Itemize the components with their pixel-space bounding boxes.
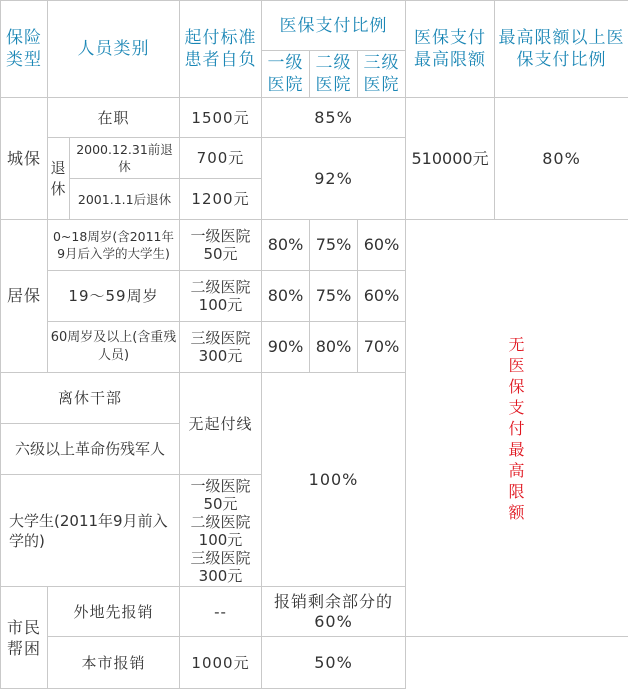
category-student: 大学生(2011年9月前入学的) [1,475,180,587]
header-level1: 一级医院 [262,51,310,98]
ratio2-jubao-0: 75% [310,220,358,271]
deductible-jubao-1 [180,271,262,322]
ratio-employed: 85% [262,98,406,138]
deductible-level-jubao-0: 一级医院 [190,227,251,245]
ratio2-jubao-1: 75% [310,271,358,322]
deductible-retired-before: 700元 [180,138,262,179]
category-veteran: 六级以上革命伤残军人 [1,424,180,475]
ratio2-jubao-2: 80% [310,322,358,373]
header-payment-ratio: 医保支付比例 [262,1,406,51]
category-employed: 在职 [48,98,180,138]
student-level-0: 一级医院 [190,476,251,495]
deductible-remote: -- [180,587,262,637]
category-retired-after: 2001.1.1后退休 [70,179,180,220]
deductible-amount-jubao-1: 100元 [198,296,243,314]
deductible-jubao-2 [180,322,262,373]
ratio1-jubao-1: 80% [262,271,310,322]
deductible-local: 1000元 [180,637,262,689]
header-level2: 二级医院 [310,51,358,98]
max-limit-chengbao: 510000元 [406,98,495,220]
deductible-student [180,475,262,587]
header-above-limit-ratio: 最高限额以上医保支付比例 [495,1,628,98]
header-level3: 三级医院 [358,51,406,98]
deductible-amount-jubao-0: 50元 [203,245,238,263]
category-jubao-2: 60周岁及以上(含重残人员) [48,322,180,373]
header-deductible: 起付标准患者自负 [180,1,262,98]
header-insurance-type: 保险类型 [1,1,48,98]
category-remote: 外地先报销 [48,587,180,637]
above-limit-ratio-chengbao: 80% [495,98,628,220]
ratio-retired: 92% [262,138,406,220]
ratio-special: 100% [262,373,406,587]
type-shimin: 市民帮困 [6,617,41,658]
ratio3-jubao-0: 60% [358,220,406,271]
student-amount-2: 300元 [198,566,243,585]
category-jubao-1: 19～59周岁 [48,271,180,322]
student-amount-1: 100元 [198,530,243,549]
ratio1-jubao-2: 90% [262,322,310,373]
header-person-category: 人员类别 [48,1,180,98]
category-retired-cadre: 离休干部 [1,373,180,424]
deductible-amount-jubao-2: 300元 [198,347,243,365]
student-level-1: 二级医院 [190,512,251,531]
deductible-employed: 1500元 [180,98,262,138]
ratio-local: 50% [262,637,406,689]
no-max-limit-text: 无医保支付最高限额 [508,334,526,522]
deductible-level-jubao-2: 三级医院 [190,329,251,347]
no-max-limit-cell [406,220,628,637]
header-max-limit: 医保支付最高限额 [406,1,495,98]
student-amount-0: 50元 [203,494,238,513]
type-shimin-cell [1,587,48,689]
ratio3-jubao-1: 60% [358,271,406,322]
deductible-retired-after: 1200元 [180,179,262,220]
ratio3-jubao-2: 70% [358,322,406,373]
deductible-none: 无起付线 [180,373,262,475]
retired-label-cell [48,138,70,220]
category-local: 本市报销 [48,637,180,689]
type-jubao: 居保 [1,220,48,373]
retired-label: 退休 [50,158,67,198]
ratio1-jubao-0: 80% [262,220,310,271]
deductible-level-jubao-1: 二级医院 [190,278,251,296]
student-level-2: 三级医院 [190,548,251,567]
category-retired-before: 2000.12.31前退休 [70,138,180,179]
type-chengbao: 城保 [1,98,48,220]
category-jubao-0: 0~18周岁(含2011年9月后入学的大学生) [48,220,180,271]
ratio-remote: 报销剩余部分的60% [262,587,406,637]
deductible-jubao-0 [180,220,262,271]
